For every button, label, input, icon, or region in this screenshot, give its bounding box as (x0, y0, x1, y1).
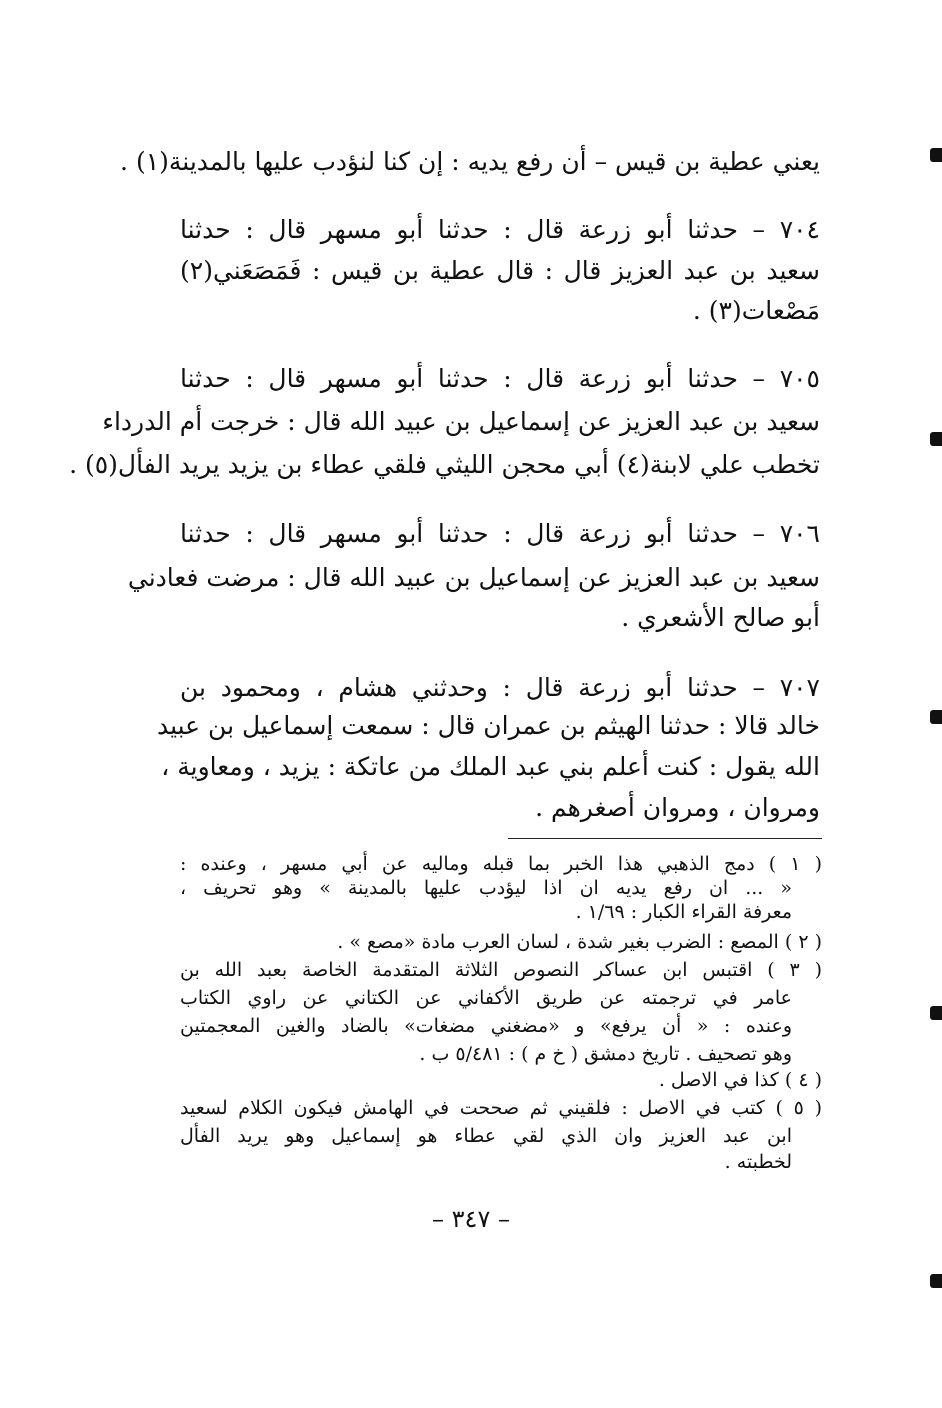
margin-mark (930, 148, 942, 162)
footnote-2: ( ٢ ) المصع : الضرب بغير شدة ، لسان العرب مادة «مصع » . (337, 931, 822, 953)
body-line: يعني عطية بن قيس – أن رفع يديه : إن كنا لنؤدب عليها بالمدينة(١) . (120, 147, 820, 176)
hadith-707-line: ٧٠٧ – حدثنا أبو زرعة قال : وحدثني هشام ، ومحمود بن (180, 673, 820, 702)
hadith-707-line: الله يقول : كنت أعلم بني عبد الملك من عاتكة : يزيد ، ومعاوية ، (161, 752, 820, 781)
footnote-3-continuation: وهو تصحيف . تاريخ دمشق ( خ م ) : ٥/٤٨١ ب . (419, 1043, 792, 1065)
margin-mark (930, 432, 942, 446)
margin-mark (930, 1006, 942, 1020)
hadith-704-line: ٧٠٤ – حدثنا أبو زرعة قال : حدثنا أبو مسهر قال : حدثنا (180, 215, 820, 244)
footnote-separator (508, 838, 822, 839)
hadith-705-line: تخطب علي لابنة(٤) أبي محجن الليثي فلقي عطاء بن يزيد يريد الفأل(٥) . (69, 450, 820, 479)
hadith-705-line: ٧٠٥ – حدثنا أبو زرعة قال : حدثنا أبو مسهر قال : حدثنا (180, 364, 820, 393)
margin-mark (930, 1274, 942, 1288)
hadith-704-line: مَصْعات(٣) . (692, 296, 820, 325)
footnote-1-continuation: معرفة القراء الكبار : ١/٦٩ . (575, 901, 792, 923)
hadith-706-line: أبو صالح الأشعري . (621, 603, 820, 632)
hadith-705-line: سعيد بن عبد العزيز عن إسماعيل بن عبيد الله قال : خرجت أم الدرداء (102, 407, 820, 436)
footnote-3: ( ٣ ) اقتبس ابن عساكر النصوص الثلاثة المتقدمة الخاصة بعبد الله بن (180, 959, 823, 981)
hadith-707-line: خالد قالا : حدثنا الهيثم بن عمران قال : سمعت إسماعيل بن عبيد (156, 711, 820, 740)
hadith-706-line: ٧٠٦ – حدثنا أبو زرعة قال : حدثنا أبو مسهر قال : حدثنا (180, 519, 820, 548)
footnote-5: ( ٥ ) كتب في الاصل : فلقيني ثم صححت في الهامش فيكون الكلام لسعيد (180, 1097, 822, 1119)
margin-mark (930, 710, 942, 724)
hadith-706-line: سعيد بن عبد العزيز عن إسماعيل بن عبيد الله قال : مرضت فعادني (127, 563, 820, 592)
footnote-3-continuation: وعنده : « أن يرفع» و «مضغني مضغات» بالضاد والغين المعجمتين (180, 1015, 792, 1037)
hadith-707-line: ومروان ، ومروان أصغرهم . (535, 793, 820, 822)
footnote-1: ( ١ ) دمج الذهبي هذا الخبر بما قبله وماليه عن أبي مسهر ، وعنده : (180, 853, 823, 875)
footnote-5-continuation: لخطبته . (724, 1151, 792, 1173)
footnote-4: ( ٤ ) كذا في الاصل . (658, 1069, 822, 1091)
footnote-3-continuation: عامر في ترجمته عن طريق الأكفاني عن الكتاني عن راوي الكتاب (180, 987, 792, 1009)
footnote-5-continuation: ابن عبد العزيز وان الذي لقي عطاء هو إسماعيل وهو يريد الفأل (180, 1125, 792, 1147)
footnote-1-continuation: « ... ان رفع يديه ان اذا ليؤدب عليها بالمدينة » وهو تحريف ، (180, 877, 792, 899)
hadith-704-line: سعيد بن عبد العزيز قال : قال عطية بن قيس : فَمَصَعَني(٢) (180, 256, 820, 285)
page-number: – ٣٤٧ – (432, 1205, 510, 1233)
